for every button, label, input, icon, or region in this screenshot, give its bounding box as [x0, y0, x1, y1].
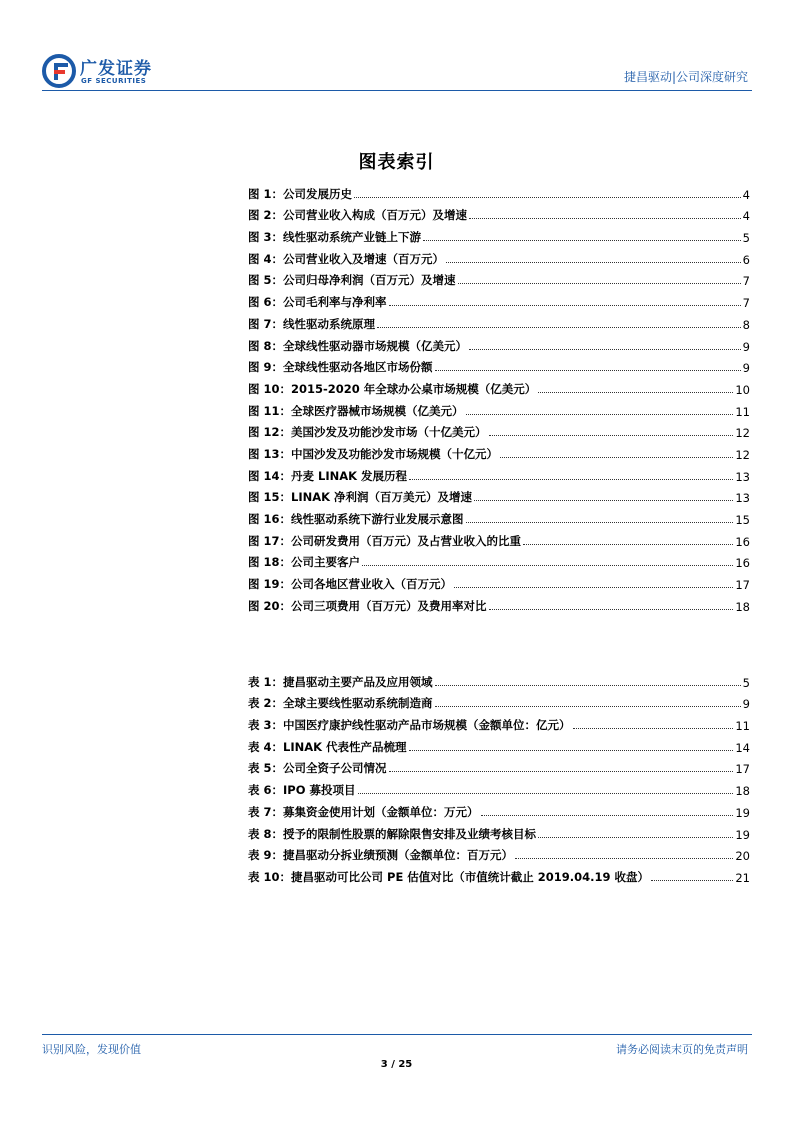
- entry-label: 图 6：公司毛利率与净利率: [248, 295, 387, 310]
- entry-page-number: 12: [735, 426, 750, 441]
- figure-index-entry[interactable]: [248, 505, 750, 527]
- entry-label: 图 4：公司营业收入及增速（百万元）: [248, 251, 445, 266]
- entry-page-number: 21: [735, 870, 750, 885]
- entry-page-number: 5: [742, 231, 750, 246]
- dot-leader: [651, 880, 733, 881]
- figure-index-entry[interactable]: [248, 332, 750, 354]
- table-index-entry[interactable]: [248, 733, 750, 755]
- entry-label: 图 9：全球线性驱动各地区市场份额: [248, 360, 433, 375]
- dot-leader: [489, 609, 734, 610]
- entry-page-number: 18: [735, 599, 750, 614]
- entry-label: 表 9：捷昌驱动分拆业绩预测（金额单位：百万元）: [248, 848, 514, 863]
- dot-leader: [500, 457, 733, 458]
- entry-page-number: 9: [742, 339, 750, 354]
- entry-page-number: 19: [735, 827, 750, 842]
- entry-page-number: 20: [735, 849, 750, 864]
- entry-page-number: 8: [742, 317, 750, 332]
- entry-label: 图 5：公司归母净利润（百万元）及增速: [248, 273, 456, 288]
- table-index-entry[interactable]: [248, 798, 750, 820]
- dot-leader: [538, 837, 733, 838]
- dot-leader: [389, 305, 741, 306]
- table-index-entry[interactable]: [248, 668, 750, 690]
- dot-leader: [538, 392, 733, 393]
- dot-leader: [466, 414, 734, 415]
- figure-index-entry[interactable]: [248, 397, 750, 419]
- table-index-entry[interactable]: [248, 690, 750, 712]
- entry-label: 表 4：LINAK 代表性产品梳理: [248, 739, 407, 754]
- entry-label: 表 8：授予的限制性股票的解除限售安排及业绩考核目标: [248, 826, 537, 841]
- report-type-label: 捷昌驱动|公司深度研究: [623, 70, 748, 84]
- figure-index-entry[interactable]: [248, 484, 750, 506]
- figure-index-entry[interactable]: [248, 419, 750, 441]
- table-index-list: [248, 668, 750, 885]
- entry-page-number: 5: [742, 675, 750, 690]
- dot-leader: [362, 565, 733, 566]
- figure-index-entry[interactable]: [248, 527, 750, 549]
- figure-index-entry[interactable]: [248, 310, 750, 332]
- dot-leader: [389, 771, 734, 772]
- entry-page-number: 19: [735, 805, 750, 820]
- page-header: [0, 0, 793, 95]
- dot-leader: [446, 262, 741, 263]
- figure-index-entry[interactable]: [248, 245, 750, 267]
- entry-page-number: 6: [742, 252, 750, 267]
- dot-leader: [377, 327, 741, 328]
- entry-page-number: 17: [735, 762, 750, 777]
- entry-label: 表 3：中国医疗康护线性驱动产品市场规模（金额单位：亿元）: [248, 718, 571, 733]
- table-index-entry[interactable]: [248, 842, 750, 864]
- gf-securities-logo: [42, 52, 172, 92]
- footer-disclaimer: 请务必阅读末页的免责声明: [616, 1043, 748, 1056]
- dot-leader: [458, 283, 741, 284]
- entry-page-number: 9: [742, 697, 750, 712]
- figure-index-list: [248, 180, 750, 614]
- entry-label: 图 1：公司发展历史: [248, 186, 353, 201]
- entry-page-number: 14: [735, 740, 750, 755]
- figure-index-entry[interactable]: [248, 570, 750, 592]
- dot-leader: [354, 197, 741, 198]
- entry-label: 图 11：全球医疗器械市场规模（亿美元）: [248, 403, 464, 418]
- figure-index-entry[interactable]: [248, 202, 750, 224]
- entry-page-number: 7: [742, 274, 750, 289]
- dot-leader: [435, 370, 741, 371]
- entry-label: 表 6：IPO 募投项目: [248, 783, 356, 798]
- figure-index-entry[interactable]: [248, 354, 750, 376]
- entry-page-number: 7: [742, 296, 750, 311]
- logo-text-cn: 广发证券: [80, 59, 152, 79]
- entry-page-number: 16: [735, 556, 750, 571]
- dot-leader: [358, 793, 734, 794]
- figure-index-entry[interactable]: [248, 288, 750, 310]
- table-index-entry[interactable]: [248, 863, 750, 885]
- entry-page-number: 11: [735, 404, 750, 419]
- entry-label: 图 15：LINAK 净利润（百万美元）及增速: [248, 490, 473, 505]
- entry-label: 表 1：捷昌驱动主要产品及应用领域: [248, 674, 433, 689]
- footer-divider: [42, 1034, 752, 1035]
- entry-label: 图 13：中国沙发及功能沙发市场规模（十亿元）: [248, 446, 499, 461]
- table-index-entry[interactable]: [248, 820, 750, 842]
- figure-index-entry[interactable]: [248, 223, 750, 245]
- entry-label: 表 5：公司全资子公司情况: [248, 761, 387, 776]
- entry-page-number: 4: [742, 209, 750, 224]
- entry-label: 图 16：线性驱动系统下游行业发展示意图: [248, 512, 464, 526]
- header-divider: [42, 90, 752, 91]
- entry-page-number: 9: [742, 361, 750, 376]
- page-title: 图表索引: [358, 152, 435, 173]
- gf-logo-icon: [42, 54, 76, 88]
- entry-label: 图 2：公司营业收入构成（百万元）及增速: [248, 208, 468, 223]
- entry-page-number: 18: [735, 784, 750, 799]
- entry-label: 图 7：线性驱动系统原理: [248, 316, 376, 331]
- entry-page-number: 12: [735, 447, 750, 462]
- table-index-entry[interactable]: [248, 776, 750, 798]
- entry-label: 图 14：丹麦 LINAK 发展历程: [248, 468, 408, 483]
- entry-label: 图 8：全球线性驱动器市场规模（亿美元）: [248, 338, 468, 353]
- dot-leader: [423, 240, 741, 241]
- entry-page-number: 4: [742, 187, 750, 202]
- figure-index-entry[interactable]: [248, 267, 750, 289]
- dot-leader: [515, 858, 733, 859]
- entry-page-number: 13: [735, 469, 750, 484]
- entry-page-number: 13: [735, 491, 750, 506]
- entry-page-number: 11: [735, 719, 750, 734]
- table-index-entry[interactable]: [248, 755, 750, 777]
- table-index-entry[interactable]: [248, 711, 750, 733]
- dot-leader: [454, 587, 733, 588]
- dot-leader: [481, 815, 734, 816]
- entry-label: 图 19：公司各地区营业收入（百万元）: [248, 577, 453, 592]
- dot-leader: [469, 218, 741, 219]
- dot-leader: [466, 522, 734, 523]
- dot-leader: [435, 706, 741, 707]
- entry-page-number: 16: [735, 534, 750, 549]
- dot-leader: [409, 750, 734, 751]
- entry-page-number: 10: [735, 382, 750, 397]
- entry-label: 图 3：线性驱动系统产业链上下游: [248, 230, 422, 245]
- entry-label: 图 12：美国沙发及功能沙发市场（十亿美元）: [248, 425, 487, 440]
- dot-leader: [474, 500, 733, 501]
- dot-leader: [573, 728, 734, 729]
- entry-label: 图 10：2015-2020 年全球办公桌市场规模（亿美元）: [248, 381, 537, 396]
- entry-label: 表 10：捷昌驱动可比公司 PE 估值对比（市值统计截止 2019.04.19 收盘）: [248, 869, 650, 884]
- entry-label: 表 7：募集资金使用计划（金额单位：万元）: [248, 804, 479, 819]
- figure-index-entry[interactable]: [248, 549, 750, 571]
- entry-label: 图 20：公司三项费用（百万元）及费用率对比: [248, 598, 487, 613]
- figure-index-entry[interactable]: [248, 375, 750, 397]
- figure-index-entry[interactable]: [248, 462, 750, 484]
- dot-leader: [409, 479, 733, 480]
- figure-index-entry[interactable]: [248, 180, 750, 202]
- figure-index-entry[interactable]: [248, 592, 750, 614]
- entry-label: 图 17：公司研发费用（百万元）及占营业收入的比重: [248, 533, 522, 548]
- logo-text-en: GF SECURITIES: [81, 77, 147, 85]
- dot-leader: [523, 544, 733, 545]
- entry-page-number: 15: [735, 513, 750, 527]
- figure-index-entry[interactable]: [248, 440, 750, 462]
- dot-leader: [469, 349, 741, 350]
- entry-label: 图 18：公司主要客户: [248, 555, 361, 570]
- dot-leader: [435, 685, 741, 686]
- footer-slogan: 识别风险，发现价值: [42, 1043, 141, 1056]
- dot-leader: [489, 435, 734, 436]
- page-number: 3 / 25: [380, 1059, 413, 1070]
- entry-page-number: 17: [735, 578, 750, 593]
- entry-label: 表 2：全球主要线性驱动系统制造商: [248, 696, 433, 711]
